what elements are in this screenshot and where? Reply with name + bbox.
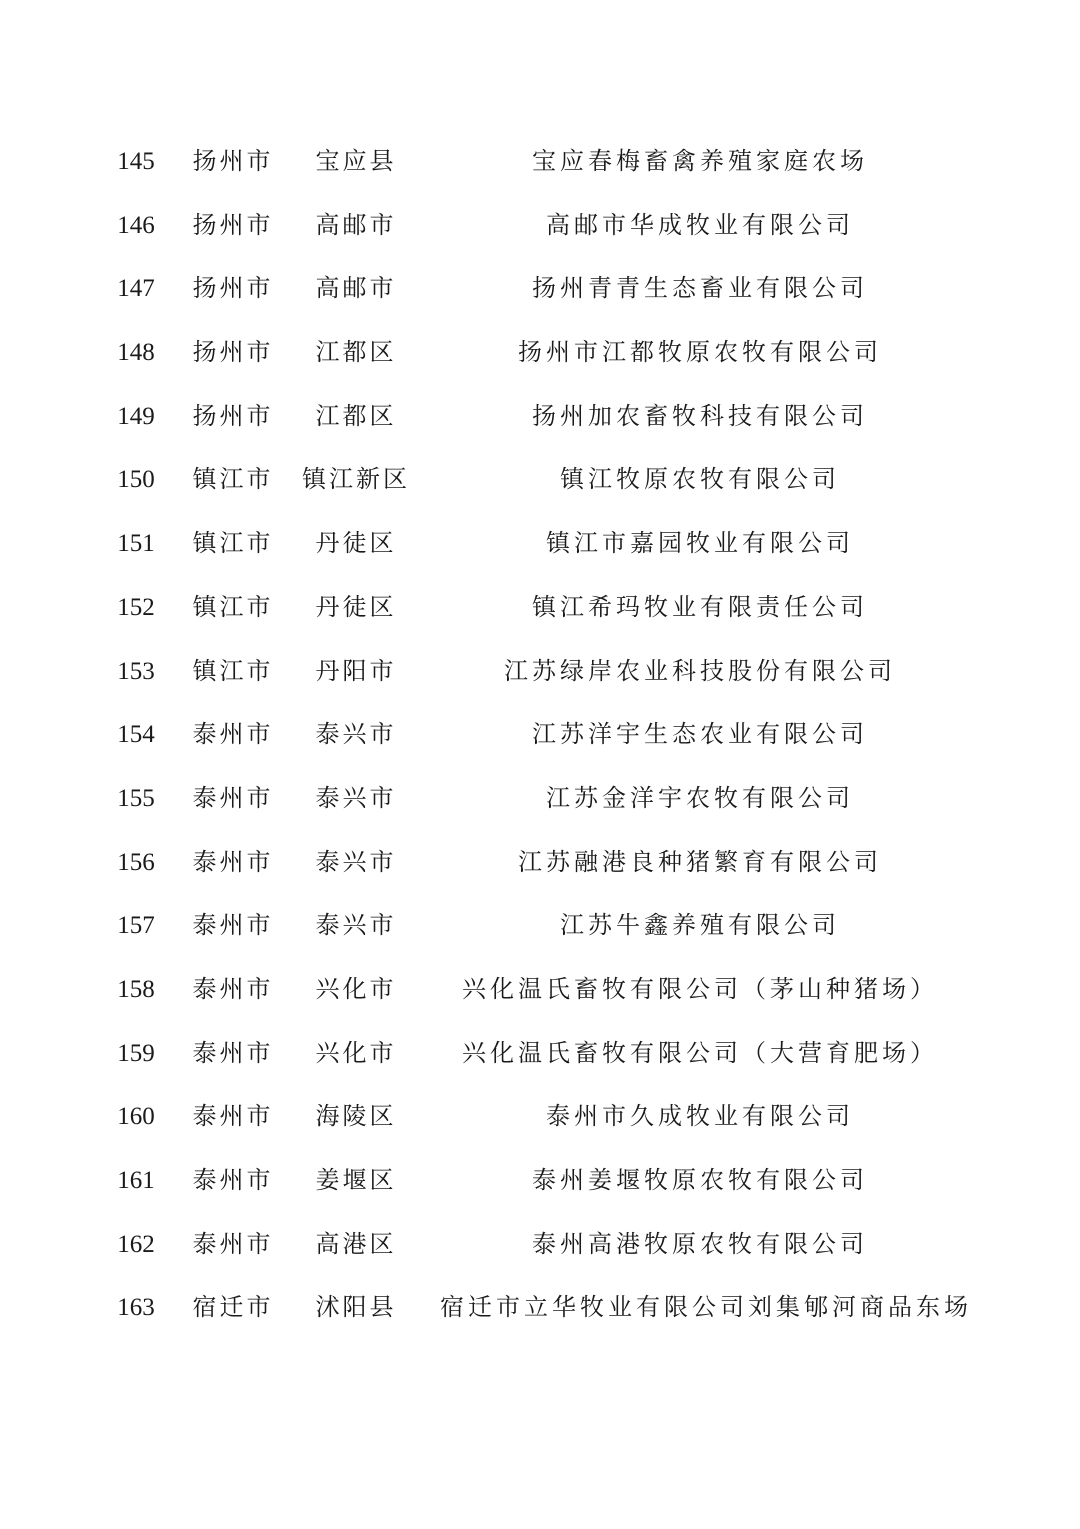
row-county: 丹阳市: [315, 656, 397, 685]
row-company-name: 兴化温氏畜牧有限公司（茅山种猪场）: [462, 974, 938, 1003]
row-city: 泰州市: [192, 911, 274, 940]
table-row: [0, 512, 1080, 576]
row-city: 泰州市: [192, 783, 274, 812]
row-company-name: 江苏绿岸农业科技股份有限公司: [504, 656, 896, 685]
table-row: [0, 130, 1080, 194]
row-county: 兴化市: [315, 974, 397, 1003]
row-company-name: 宿迁市立华牧业有限公司刘集郇河商品东场: [440, 1293, 972, 1322]
table-row: [0, 1085, 1080, 1149]
row-county: 宝应县: [315, 147, 397, 175]
row-county: 江都区: [315, 401, 397, 430]
row-number: 153: [117, 657, 155, 685]
row-county: 姜堰区: [315, 1166, 397, 1194]
row-county: 沭阳县: [315, 1293, 397, 1322]
row-county: 高邮市: [315, 210, 397, 239]
table-row: [0, 385, 1080, 449]
row-number: 154: [117, 721, 155, 749]
table-row: [0, 1213, 1080, 1277]
table-row: [0, 448, 1080, 512]
row-number: 160: [117, 1103, 155, 1131]
row-number: 148: [117, 339, 155, 367]
table-row: [0, 703, 1080, 767]
row-county: 高港区: [315, 1229, 397, 1258]
row-company-name: 泰州市久成牧业有限公司: [546, 1102, 854, 1131]
row-city: 镇江市: [192, 529, 274, 558]
row-company-name: 镇江牧原农牧有限公司: [560, 465, 840, 494]
row-city: 泰州市: [192, 720, 274, 749]
row-number: 145: [117, 148, 155, 175]
row-company-name: 宝应春梅畜禽养殖家庭农场: [532, 147, 868, 175]
table-row: [0, 576, 1080, 640]
table-row: [0, 1022, 1080, 1086]
row-number: 157: [117, 912, 155, 940]
row-city: 泰州市: [192, 974, 274, 1003]
row-county: 丹徒区: [315, 592, 397, 621]
row-city: 镇江市: [192, 656, 274, 685]
row-city: 泰州市: [192, 1229, 274, 1258]
row-county: 海陵区: [315, 1102, 397, 1131]
row-number: 146: [117, 211, 155, 239]
row-company-name: 江苏牛鑫养殖有限公司: [560, 911, 840, 940]
farm-list-table: [0, 130, 1080, 1340]
row-number: 151: [117, 530, 155, 558]
row-number: 152: [117, 593, 155, 621]
row-number: 155: [117, 784, 155, 812]
table-row: [0, 894, 1080, 958]
row-company-name: 镇江市嘉园牧业有限公司: [546, 529, 854, 558]
row-city: 扬州市: [192, 147, 274, 175]
table-row: [0, 831, 1080, 895]
row-county: 兴化市: [315, 1038, 397, 1067]
row-city: 宿迁市: [192, 1293, 274, 1322]
table-row: [0, 1276, 1080, 1340]
row-company-name: 扬州加农畜牧科技有限公司: [532, 401, 868, 430]
row-number: 150: [117, 466, 155, 494]
row-county: 泰兴市: [315, 720, 397, 749]
row-company-name: 江苏融港良种猪繁育有限公司: [518, 847, 882, 876]
row-city: 镇江市: [192, 465, 274, 494]
row-company-name: 兴化温氏畜牧有限公司（大营育肥场）: [462, 1038, 938, 1067]
row-county: 泰兴市: [315, 911, 397, 940]
row-company-name: 泰州姜堰牧原农牧有限公司: [532, 1166, 868, 1194]
row-company-name: 扬州市江都牧原农牧有限公司: [518, 338, 882, 367]
row-number: 163: [117, 1294, 155, 1322]
row-city: 泰州市: [192, 1166, 274, 1194]
row-number: 161: [117, 1167, 155, 1194]
table-row: [0, 767, 1080, 831]
table-row: [0, 321, 1080, 385]
row-county: 丹徒区: [315, 529, 397, 558]
row-county: 泰兴市: [315, 847, 397, 876]
row-number: 149: [117, 402, 155, 430]
row-company-name: 泰州高港牧原农牧有限公司: [532, 1229, 868, 1258]
table-row: [0, 958, 1080, 1022]
table-row: [0, 194, 1080, 258]
row-company-name: 镇江希玛牧业有限责任公司: [532, 592, 868, 621]
row-company-name: 高邮市华成牧业有限公司: [546, 210, 854, 239]
row-number: 158: [117, 975, 155, 1003]
row-city: 泰州市: [192, 1102, 274, 1131]
row-city: 泰州市: [192, 1038, 274, 1067]
row-county: 泰兴市: [315, 783, 397, 812]
row-city: 泰州市: [192, 847, 274, 876]
table-row: [0, 640, 1080, 704]
row-number: 147: [117, 275, 155, 303]
row-county: 高邮市: [315, 274, 397, 303]
table-row: [0, 257, 1080, 321]
row-city: 扬州市: [192, 274, 274, 303]
row-company-name: 扬州青青生态畜业有限公司: [532, 274, 868, 303]
row-county: 镇江新区: [302, 465, 410, 494]
row-city: 镇江市: [192, 592, 274, 621]
row-city: 扬州市: [192, 338, 274, 367]
row-number: 156: [117, 848, 155, 876]
row-company-name: 江苏金洋宇农牧有限公司: [546, 783, 854, 812]
row-city: 扬州市: [192, 210, 274, 239]
row-company-name: 江苏洋宇生态农业有限公司: [532, 720, 868, 749]
row-number: 159: [117, 1039, 155, 1067]
row-county: 江都区: [315, 338, 397, 367]
row-number: 162: [117, 1230, 155, 1258]
row-city: 扬州市: [192, 401, 274, 430]
table-row: [0, 1149, 1080, 1213]
